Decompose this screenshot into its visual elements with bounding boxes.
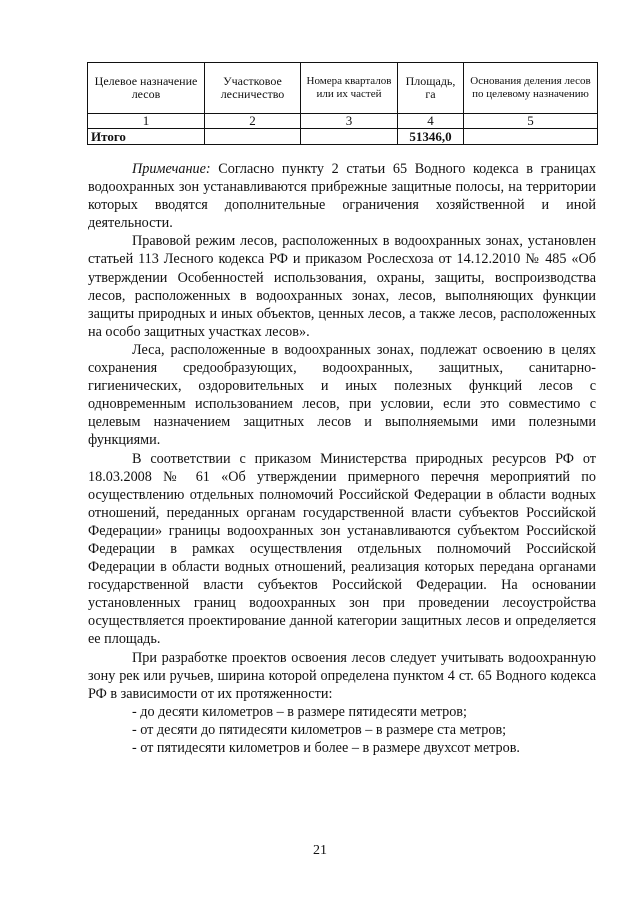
- table-header-basis: Основания деления лесов по целевому назначению: [464, 63, 598, 114]
- list-item: - до десяти километров – в размере пятидесяти метров;: [132, 703, 467, 720]
- document-body: [88, 160, 596, 757]
- note-paragraph: [88, 160, 596, 232]
- table-column-number: 3: [301, 114, 398, 129]
- table-column-number: 4: [398, 114, 464, 129]
- table-cell-empty: [205, 129, 301, 145]
- table-header-quarters: Номера кварталов или их частей: [301, 63, 398, 114]
- table-column-number-row: [88, 114, 598, 129]
- table-total-row: [88, 129, 598, 145]
- table-cell-empty: [464, 129, 598, 145]
- note-text: Согласно пункту 2 статьи 65 Водного кодекса в границах водоохранных зон устанавливаются прибрежные защитные полосы, на территории которых вводятся дополнительные ограничения хозяйственной и иной деятельности.: [88, 161, 596, 232]
- table-header-row: [88, 63, 598, 114]
- total-area: 51346,0: [398, 129, 464, 145]
- forest-purpose-table: [87, 62, 598, 145]
- paragraph-forest-use: Леса, расположенные в водоохранных зонах, подлежат освоению в целях сохранения средообразующих, водоохранных, защитных, санитарно-гигиенических, оздоровительных и иных полезных функций лесов с одновременным использованием лесов, при условии, если это совместимо с целевым назначением защитных лесов и выполняемыми ими полезными функциями.: [88, 341, 596, 449]
- table-header-area: Площадь, га: [398, 63, 464, 114]
- table-header-forestry: Участковое лесничество: [205, 63, 301, 114]
- table-column-number: 2: [205, 114, 301, 129]
- paragraph-water-zone-width: При разработке проектов освоения лесов следует учитывать водоохранную зону рек или ручьев, ширина которой определена пунктом 4 ст. 65 Водного кодекса РФ в зависимости от их протяженности:: [88, 649, 596, 702]
- note-label: Примечание:: [132, 161, 211, 177]
- table-header-purpose: Целевое назначение лесов: [88, 63, 205, 114]
- table-cell-empty: [301, 129, 398, 145]
- table-column-number: 1: [88, 114, 205, 129]
- paragraph-ministry-order: В соответствии с приказом Министерства природных ресурсов РФ от 18.03.2008 № 61 «Об утверждении примерного перечня мероприятий по осуществлению отдельных полномочий Российской Федерации в области водных отношений, переданных органам государственной власти субъектов Российской Федерации» границы водоохранных зон устанавливаются субъектом Российской Федерации в рамках осуществления отдельных полномочий Российской Федерации в области водных отношений, реализация которых передана органами государственной власти субъектов Российской Федерации. На основании установленных границ водоохранных зон при проведении лесоустройства осуществляется проектирование данной категории защитных лесов и определяется ее площадь.: [88, 450, 596, 648]
- paragraph-legal-regime: Правовой режим лесов, расположенных в водоохранных зонах, установлен статьей 113 Лесного кодекса РФ и приказом Рослесхоза от 14.12.2010 № 485 «Об утверждении Особенностей использования, охраны, защиты, воспроизводства лесов, расположенных в водоохранных зонах, лесов, выполняющих функции защиты природных и иных объектов, ценных лесов, а также лесов, расположенных на особо защитных участках лесов».: [88, 233, 596, 340]
- list-item: - от десяти до пятидесяти километров – в размере ста метров;: [132, 721, 507, 738]
- list-item: - от пятидесяти километров и более – в размере двухсот метров.: [132, 740, 520, 756]
- page-number: 21: [313, 843, 327, 858]
- total-label: Итого: [88, 129, 205, 145]
- table-column-number: 5: [464, 114, 598, 129]
